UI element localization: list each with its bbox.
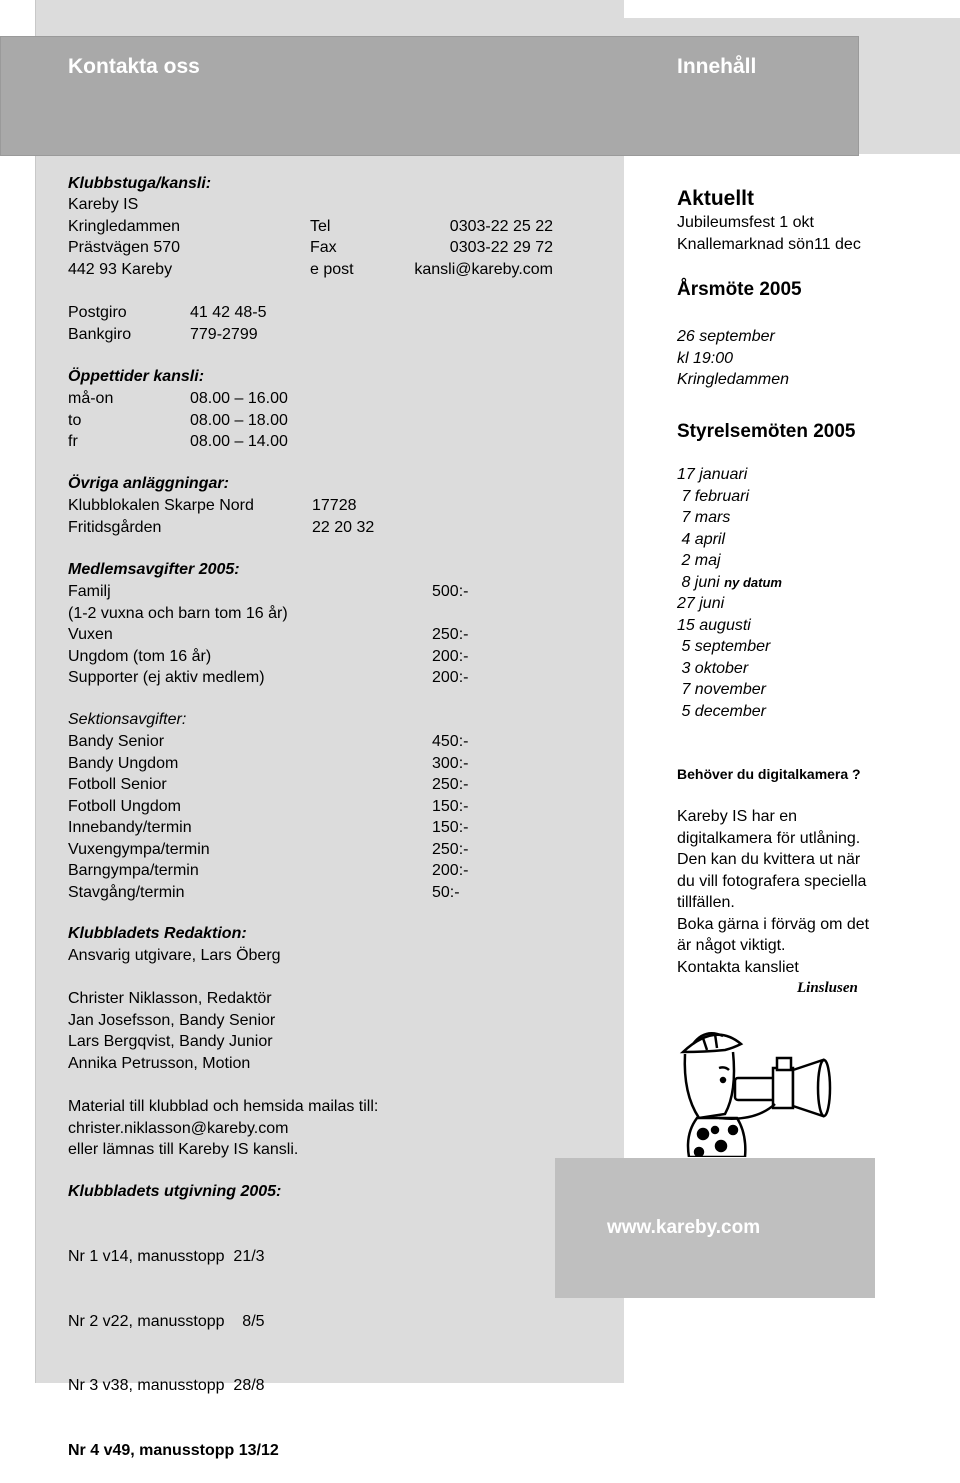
arsmote-heading: Årsmöte 2005 — [677, 279, 802, 300]
fee-item: Ungdom (tom 16 år) — [68, 647, 212, 665]
sektionsavgifter-heading: Sektionsavgifter: — [68, 711, 187, 728]
arsmote-line: kl 19:00 — [677, 349, 734, 367]
contact-labels — [310, 216, 354, 281]
section-fee-price: 200:- — [432, 862, 469, 879]
meeting-date: 2 maj — [677, 552, 721, 569]
aktuellt-list — [677, 212, 861, 255]
digitalkamera-line: digitalkamera för utlåning. — [677, 829, 861, 847]
contact-label: Fax — [310, 239, 337, 256]
digitalkamera-line: Den kan du kvittera ut när — [677, 851, 861, 868]
fee-price: 250:- — [432, 626, 469, 643]
oppettider-day: to — [68, 411, 82, 429]
meeting-date: 8 juni — [677, 573, 720, 591]
issue-line: Nr 1 v14, manusstopp 21/3 — [68, 1248, 265, 1265]
section-fee-item: Fotboll Ungdom — [68, 797, 181, 815]
address-line: 442 93 Kareby — [68, 260, 173, 278]
oppettider-times — [190, 388, 288, 453]
meeting-date: 3 oktober — [677, 659, 749, 677]
digitalkamera-line: är något viktigt. — [677, 937, 786, 954]
digitalkamera-line: Kareby IS har en — [677, 808, 798, 825]
sektionsavgifter-prices — [432, 731, 468, 903]
redaktion-heading: Klubbladets Redaktion: — [68, 925, 247, 942]
anlaggningar-heading: Övriga anläggningar: — [68, 475, 229, 492]
header-bar — [0, 36, 859, 156]
fee-item: (1-2 vuxna och barn tom 16 år) — [68, 604, 288, 622]
oppettider-time: 08.00 – 14.00 — [190, 433, 288, 450]
redaktion-member: Christer Niklasson, Redaktör — [68, 990, 272, 1007]
meeting-date: 4 april — [677, 530, 726, 548]
styrelsemoten-heading: Styrelsemöten 2005 — [677, 421, 856, 442]
right-header-title: Innehåll — [677, 55, 757, 78]
signature: Linslusen — [797, 980, 858, 996]
section-fee-price: 300:- — [432, 754, 469, 772]
section-fee-price: 250:- — [432, 840, 469, 858]
aktuellt-item: Jubileumsfest 1 okt — [677, 214, 814, 231]
material-email: christer.niklasson@kareby.com — [68, 1119, 289, 1137]
giro-label: Bankgiro — [68, 325, 132, 343]
contact-value: 0303-22 25 22 — [449, 217, 553, 235]
aktuellt-item: Knallemarknad sön11 dec — [677, 235, 861, 253]
contact-label: e post — [310, 260, 354, 278]
kansli-address — [68, 194, 180, 280]
address-line: Prästvägen 570 — [68, 239, 181, 256]
medlemsavgifter-heading: Medlemsavgifter 2005: — [68, 561, 240, 578]
section-fee-price: 250:- — [432, 776, 469, 793]
redaktion-utgivare: Ansvarig utgivare, Lars Öberg — [68, 947, 281, 964]
section-fee-item: Vuxengympa/termin — [68, 840, 210, 858]
fee-item: Familj — [68, 583, 111, 600]
redaktion-member: Annika Petrusson, Motion — [68, 1054, 251, 1072]
meeting-date: 5 december — [677, 702, 766, 720]
section-fee-item: Innebandy/termin — [68, 819, 192, 836]
section-fee-price: 450:- — [432, 733, 469, 750]
face-icon — [685, 1052, 734, 1118]
digitalkamera-line: du vill fotografera speciella — [677, 872, 867, 890]
photographer-illustration — [675, 1022, 900, 1157]
oppettider-heading: Öppettider kansli: — [68, 368, 205, 385]
anlaggning-name: Fritidsgården — [68, 518, 162, 536]
fee-price: 200:- — [432, 669, 469, 686]
giro-label: Postgiro — [68, 304, 127, 321]
meeting-date: 27 juni — [677, 595, 725, 612]
digitalkamera-line: tillfällen. — [677, 894, 735, 911]
meeting-date-row — [677, 574, 782, 596]
oppettider-day: må-on — [68, 390, 114, 407]
issue-line: Nr 2 v22, manusstopp 8/5 — [68, 1312, 265, 1330]
binoculars-icon — [735, 1058, 830, 1116]
utgivning-issues — [68, 1203, 279, 1483]
material-line: Material till klubblad och hemsida mailas till: — [68, 1098, 379, 1115]
section-fee-item: Stavgång/termin — [68, 883, 185, 901]
section-fee-item: Bandy Senior — [68, 733, 165, 750]
giro-value: 779-2799 — [190, 325, 258, 343]
utgivning-heading: Klubbladets utgivning 2005: — [68, 1183, 282, 1200]
digitalkamera-text — [677, 806, 869, 978]
digitalkamera-heading: Behöver du digitalkamera ? — [677, 766, 861, 782]
fee-price: 200:- — [432, 647, 469, 665]
anlaggning-phone: 17728 — [312, 497, 357, 514]
section-fee-price: 150:- — [432, 819, 469, 836]
arsmote-line: Kringledammen — [677, 371, 790, 388]
fee-item: Vuxen — [68, 626, 113, 643]
anlaggning-name: Klubblokalen Skarpe Nord — [68, 497, 254, 514]
meeting-date: 15 augusti — [677, 616, 751, 634]
styrelsemoten-dates — [677, 466, 782, 724]
contact-value: kansli@kareby.com — [414, 260, 553, 278]
section-fee-price: 150:- — [432, 797, 469, 815]
digitalkamera-line: Boka gärna i förväg om det — [677, 915, 870, 933]
redaktion-member: Lars Bergqvist, Bandy Junior — [68, 1033, 273, 1050]
hat-icon — [683, 1033, 741, 1052]
aktuellt-heading: Aktuellt — [677, 187, 755, 210]
digitalkamera-line: Kontakta kansliet — [677, 958, 799, 976]
meeting-date: 7 november — [677, 681, 766, 698]
address-line: Kringledammen — [68, 217, 181, 235]
left-header-title: Kontakta oss — [68, 55, 200, 78]
oppettider-day: fr — [68, 433, 78, 450]
section-fee-item: Bandy Ungdom — [68, 754, 179, 772]
issue-line-highlight: Nr 4 v49, manusstopp 13/12 — [68, 1441, 279, 1459]
fee-price — [432, 603, 468, 625]
section-fee-price: 50:- — [432, 883, 460, 901]
giro-value: 41 42 48-5 — [190, 304, 267, 321]
arsmote-info — [677, 328, 789, 393]
redaktion-member: Jan Josefsson, Bandy Senior — [68, 1011, 276, 1029]
new-date-note: ny datum — [724, 574, 782, 590]
oppettider-time: 08.00 – 16.00 — [190, 390, 288, 407]
material-info — [68, 1096, 378, 1161]
contact-values — [380, 216, 553, 281]
website-link[interactable]: www.kareby.com — [607, 1217, 761, 1238]
fee-item: Supporter (ej aktiv medlem) — [68, 669, 265, 686]
issue-line: Nr 3 v38, manusstopp 28/8 — [68, 1377, 265, 1394]
contact-value: 0303-22 29 72 — [449, 239, 553, 256]
anlaggningar-names — [68, 495, 254, 538]
section-fee-item: Barngympa/termin — [68, 862, 199, 879]
fee-price: 500:- — [432, 583, 469, 600]
arsmote-line: 26 september — [677, 328, 775, 345]
anlaggningar-phones — [312, 495, 374, 538]
oppettider-time: 08.00 – 18.00 — [190, 411, 288, 429]
medlemsavgifter-prices — [432, 581, 468, 689]
anlaggning-phone: 22 20 32 — [312, 518, 375, 536]
giro-labels — [68, 302, 131, 345]
oppettider-days — [68, 388, 113, 453]
material-line: eller lämnas till Kareby IS kansli. — [68, 1141, 299, 1158]
section-fee-item: Fotboll Senior — [68, 776, 167, 793]
redaktion-members — [68, 988, 275, 1074]
contact-label: Tel — [310, 217, 331, 235]
meeting-date: 7 februari — [677, 487, 750, 505]
sektionsavgifter-items — [68, 731, 210, 903]
meeting-date: 17 januari — [677, 466, 748, 483]
address-line: Kareby IS — [68, 196, 139, 213]
medlemsavgifter-items — [68, 581, 288, 689]
meeting-date: 7 mars — [677, 509, 731, 526]
meeting-date: 5 september — [677, 638, 771, 655]
kansli-heading: Klubbstuga/kansli: — [68, 175, 212, 192]
giro-values — [190, 302, 267, 345]
